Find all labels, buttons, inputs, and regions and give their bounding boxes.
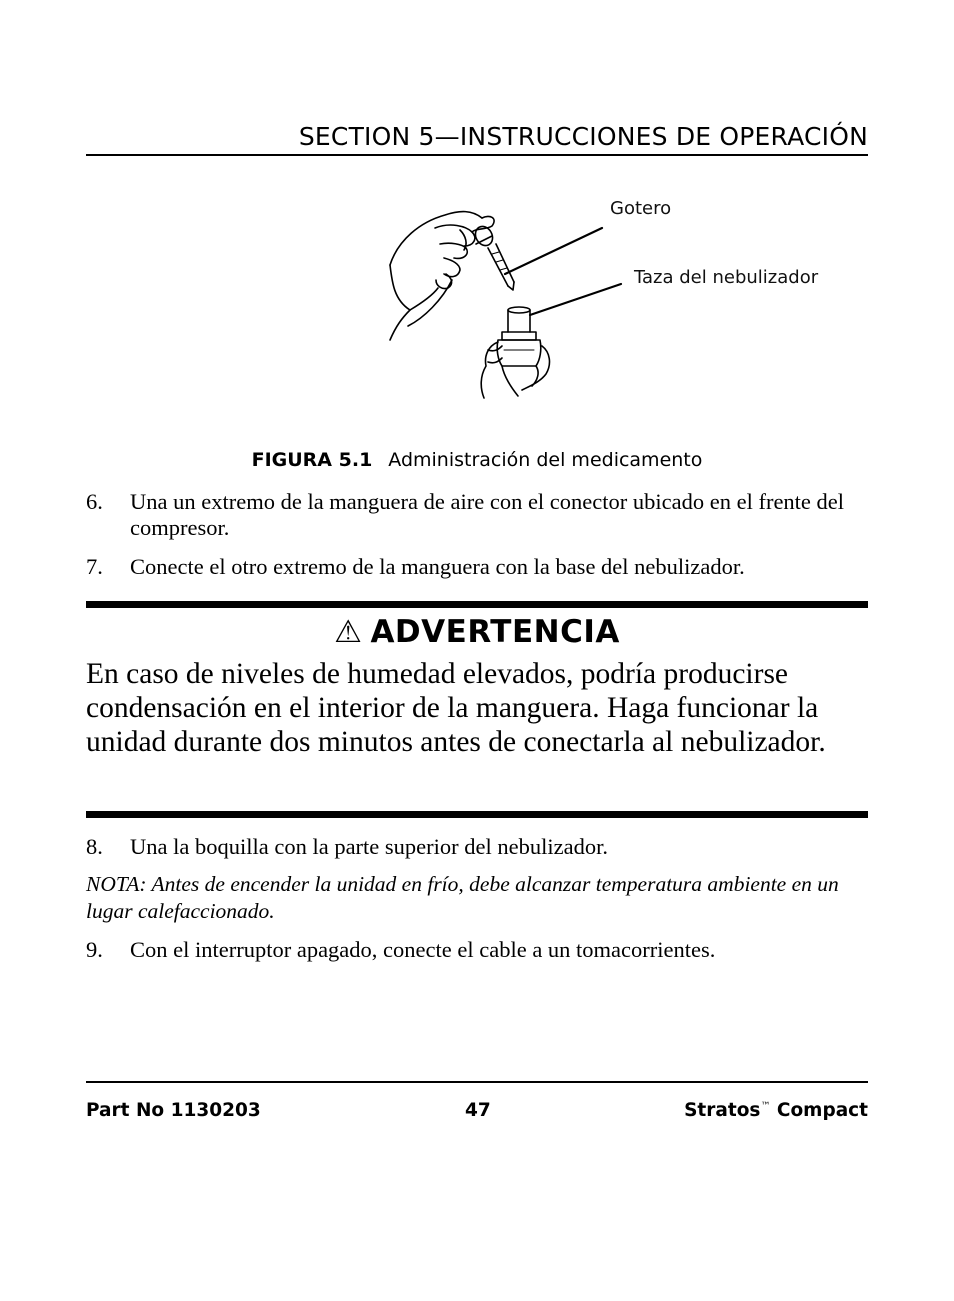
nebulizer-cup-callout-label: Taza del nebulizador [634, 267, 819, 288]
dropper-callout-label: Gotero [610, 198, 672, 219]
list-item [86, 554, 868, 580]
figure-caption-text: Administración del medicamento [388, 449, 703, 471]
warning-bottom-rule [86, 811, 868, 818]
list-item [86, 834, 868, 860]
product-suffix: Compact [776, 1100, 868, 1121]
header-divider [86, 154, 868, 156]
warning-top-rule [86, 601, 868, 608]
step-number: 8. [86, 834, 103, 859]
medication-dropper-illustration [380, 200, 640, 405]
section-title: SECTION 5—INSTRUCCIONES DE OPERACIÓN [298, 122, 868, 151]
figure-caption [86, 449, 868, 472]
step-text: Una la boquilla con la parte superior del nebulizador. [130, 834, 608, 859]
page-number: 47 [465, 1100, 491, 1121]
note-text: NOTA: Antes de encender la unidad en frío, debe alcanzar temperatura ambiente en un lugar calefaccionado. [86, 872, 839, 923]
step-text: Con el interruptor apagado, conecte el cable a un tomacorrientes. [130, 937, 716, 962]
step-text: Conecte el otro extremo de la manguera con la base del nebulizador. [130, 554, 745, 579]
footer-divider [86, 1081, 868, 1083]
warning-heading [86, 614, 868, 650]
trademark-symbol: ™ [760, 1101, 771, 1112]
warning-body: En caso de niveles de humedad elevados, podría producirse condensación en el interior de la manguera. Haga funcionar la unidad durante dos minutos antes de conectarla al nebulizador. [86, 658, 826, 758]
product-name-text: Stratos [684, 1100, 761, 1121]
product-name [684, 1100, 868, 1121]
step-number: 9. [86, 937, 103, 962]
figure-number: FIGURA 5.1 [251, 449, 373, 471]
warning-triangle-icon: ⚠ [334, 614, 363, 650]
warning-title: ADVERTENCIA [370, 614, 620, 650]
part-number: Part No 1130203 [86, 1100, 261, 1121]
list-item [86, 937, 868, 963]
step-number: 7. [86, 554, 103, 579]
list-item [86, 489, 868, 541]
step-number: 6. [86, 489, 103, 514]
step-text: Una un extremo de la manguera de aire con el conector ubicado en el frente del compresor. [130, 489, 845, 540]
